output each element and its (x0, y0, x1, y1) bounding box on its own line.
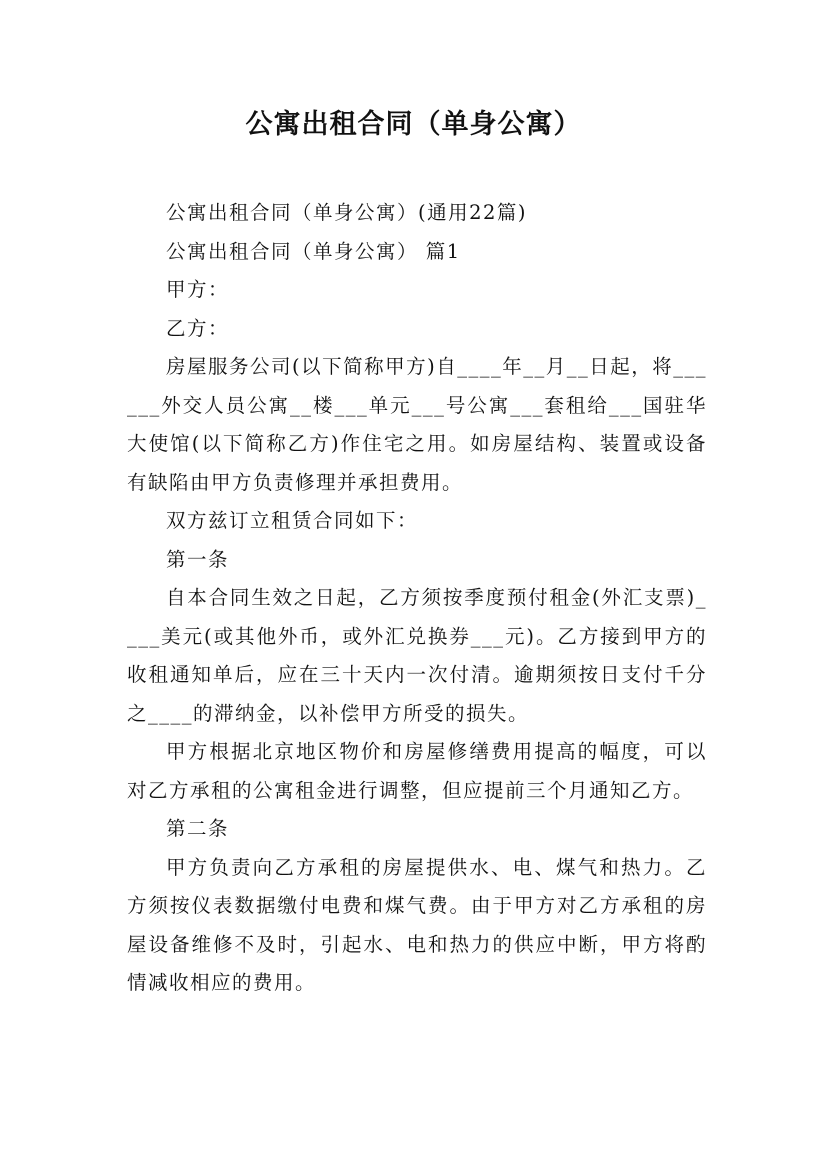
section-heading: 公寓出租合同（单身公寓） 篇1 (166, 239, 461, 263)
body-paragraph: 甲方负责向乙方承租的房屋提供水、电、煤气和热力。乙方须按仪表数据缴付电费和煤气费。由于甲方对乙方承租的房屋设备维修不及时，引起水、电和热力的供应中断，甲方将酌情减收相应的费用。 (127, 855, 707, 994)
party-a-line: 甲方： (166, 278, 230, 301)
body-paragraph: 自本合同生效之日起，乙方须按季度预付租金(外汇支票)____美元(或其他外币，或外汇兑换券___元)。乙方接到甲方的收租通知单后，应在三十天内一次付清。逾期须按日支付千分之____的滞纳金，以补偿甲方所受的损失。 (127, 586, 707, 725)
document-title: 公寓出租合同（单身公寓） (245, 109, 582, 140)
body-paragraph: 甲方根据北京地区物价和房屋修缮费用提高的幅度，可以对乙方承租的公寓租金进行调整，但应提前三个月通知乙方。 (127, 740, 707, 802)
article-heading: 第二条 (166, 817, 230, 840)
subtitle-paragraph: 公寓出租合同（单身公寓）(通用22篇) (166, 201, 528, 224)
body-paragraph: 双方兹订立租赁合同如下： (166, 509, 419, 532)
party-b-line: 乙方： (166, 316, 230, 340)
document-body (127, 194, 707, 1003)
article-heading: 第一条 (166, 547, 230, 571)
body-paragraph: 房屋服务公司(以下简称甲方)自____年__月__日起，将______外交人员公寓__楼___单元___号公寓___套租给___国驻华大使馆(以下简称乙方)作住宅之用。如房屋结构、装置或设备有缺陷由甲方负责修理并承担费用。 (127, 355, 707, 494)
